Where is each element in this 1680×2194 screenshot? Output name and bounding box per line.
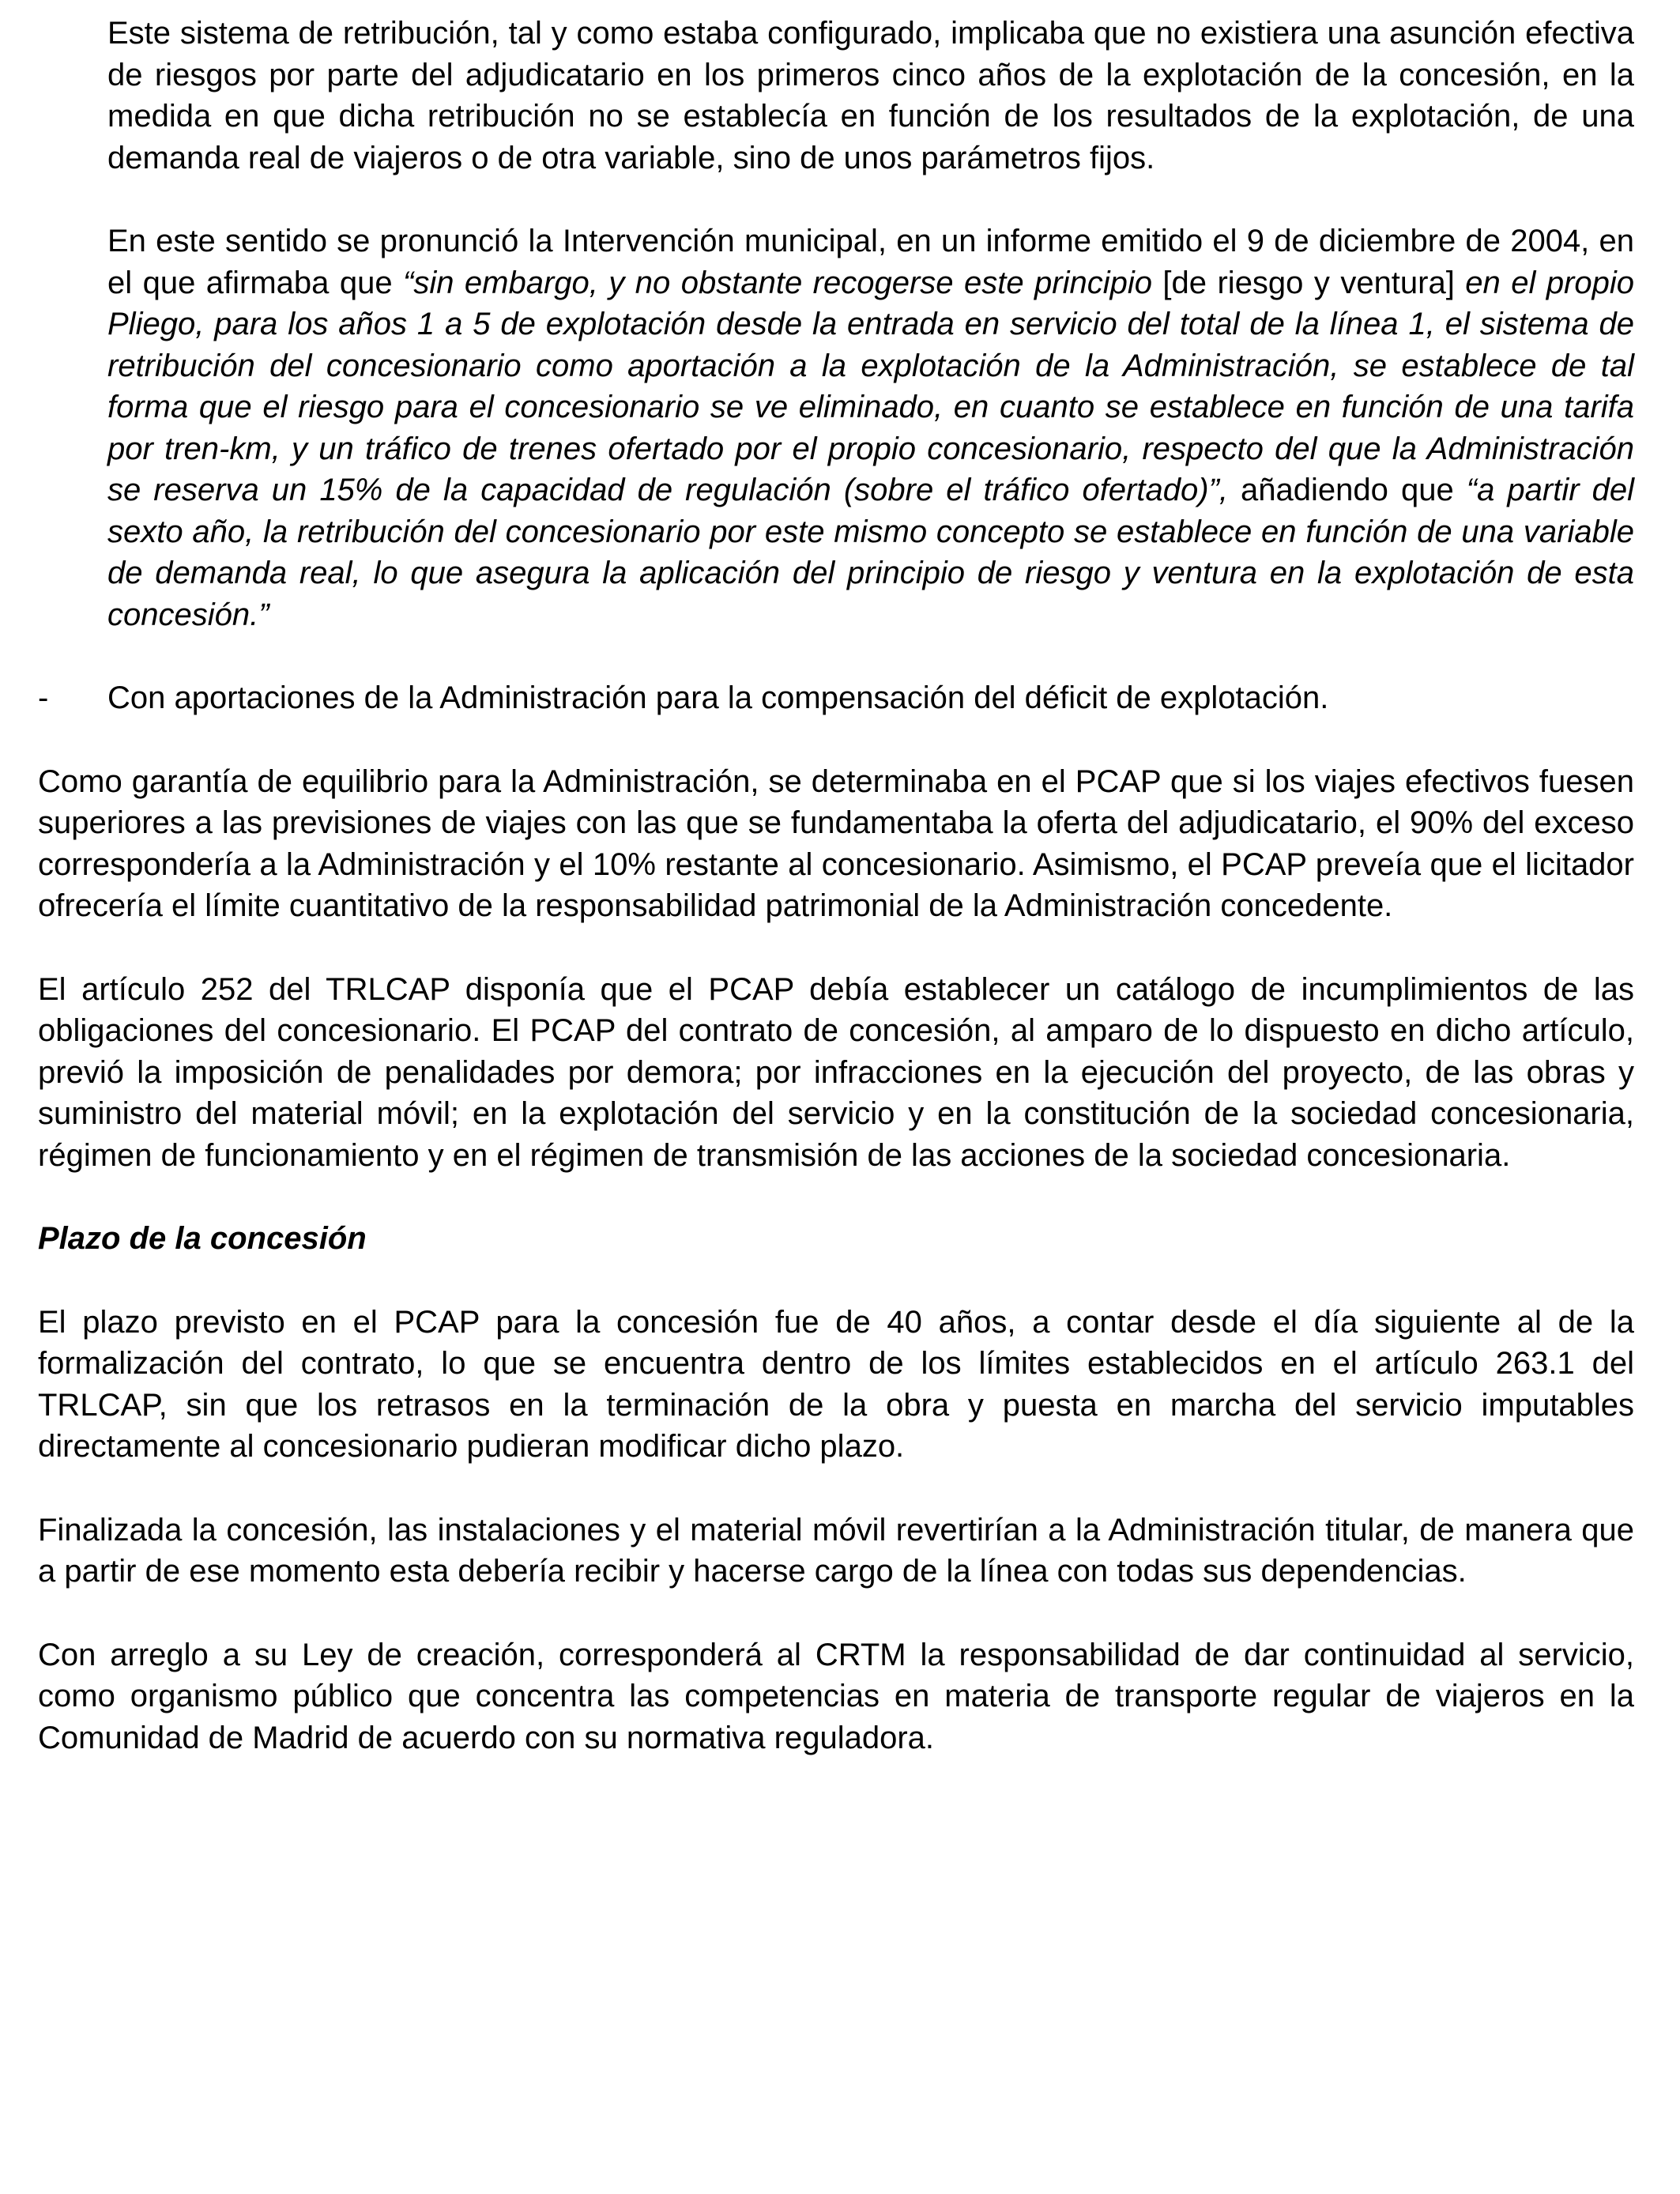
bullet-dash: - — [38, 680, 49, 715]
section-heading-plazo: Plazo de la concesión — [38, 1221, 367, 1256]
paragraph-crtm-continuity: Con arreglo a su Ley de creación, corresponderá al CRTM la responsabilidad de dar continuidad al servicio, como organismo público que concentra las competencias en materia de transporte regular de viajeros en la Comunidad de Madrid de acuerdo con su normativa reguladora. — [38, 1637, 1634, 1755]
paragraph-equilibrium-guarantee: Como garantía de equilibrio para la Administración, se determinaba en el PCAP que si los viajes efectivos fuesen superiores a las previsiones de viajes con las que se fundamentaba la oferta del adjudicatario, el 90% del exceso correspondería a la Administración y el 10% restante al concesionario. Asimismo, el PCAP preveía que el licitador ofrecería el límite cuantitativo de la responsabilidad patrimonial de la Administración concedente. — [38, 763, 1634, 923]
quote-segment: “sin embargo, y no obstante recogerse este principio — [403, 265, 1152, 300]
text-segment: [de riesgo y ventura] — [1151, 265, 1466, 300]
paragraph-concession-term: El plazo previsto en el PCAP para la concesión fue de 40 años, a contar desde el día siguiente al de la formalización del contrato, lo que se encuentra dentro de los límites establecidos en el artículo 263.1 del TRLCAP, sin que los retrasos en la terminación de la obra y puesta en marcha del servicio imputables directamente al concesionario pudieran modificar dicho plazo. — [38, 1304, 1634, 1464]
quote-segment: en el propio Pliego, para los años 1 a 5 de explotación desde la entrada en servicio del total de la línea 1, el sistema de retribución del concesionario como aportación a la explotación de la Administración, se establece de tal forma que el riesgo para el concesionario se ve eliminado, en cuanto se establece en función de una tarifa por tren-km, y un tráfico de trenes ofertado por el propio concesionario, respecto del que la Administración se reserva un 15% de la capacidad de regulación (sobre el tráfico ofertado)”, — [107, 265, 1635, 507]
paragraph-reversion: Finalizada la concesión, las instalaciones y el material móvil revertirían a la Administración titular, de manera que a partir de ese momento esta debería recibir y hacerse cargo de la línea con todas sus dependencias. — [38, 1512, 1634, 1589]
document-page — [38, 13, 1634, 1800]
paragraph-article-252: El artículo 252 del TRLCAP disponía que el PCAP debía establecer un catálogo de incumplimientos de las obligaciones del concesionario. El PCAP del contrato de concesión, al amparo de lo dispuesto en dicho artículo, previó la imposición de penalidades por demora; por infracciones en la ejecución del proyecto, de las obras y suministro del material móvil; en la explotación del servicio y en la constitución de la sociedad concesionaria, régimen de funcionamiento y en el régimen de transmisión de las acciones de la sociedad concesionaria. — [38, 971, 1634, 1173]
paragraph-retribution-system: Este sistema de retribución, tal y como estaba configurado, implicaba que no existiera una asunción efectiva de riesgos por parte del adjudicatario en los primeros cinco años de la explotación de la concesión, en la medida en que dicha retribución no se establecía en función de los resultados de la explotación, de una demanda real de viajeros o de otra variable, sino de unos parámetros fijos. — [107, 16, 1634, 175]
list-item-administration-contributions — [38, 677, 1634, 719]
list-item-text: Con aportaciones de la Administración para la compensación del déficit de explotación. — [107, 680, 1329, 715]
text-segment: En este sentido se pronunció la Intervención municipal, en un informe emitido el 9 de diciembre de 2004, en el que afirmaba que — [107, 224, 1634, 300]
quote-segment: “a partir del sexto año, la retribución del concesionario por este mismo concepto se establece en función de una variable de demanda real, lo que asegura la aplicación del principio de riesgo y ventura en la explotación de esta concesión.” — [107, 473, 1634, 632]
text-segment: añadiendo que — [1227, 473, 1467, 507]
paragraph-municipal-intervention — [38, 221, 1634, 635]
